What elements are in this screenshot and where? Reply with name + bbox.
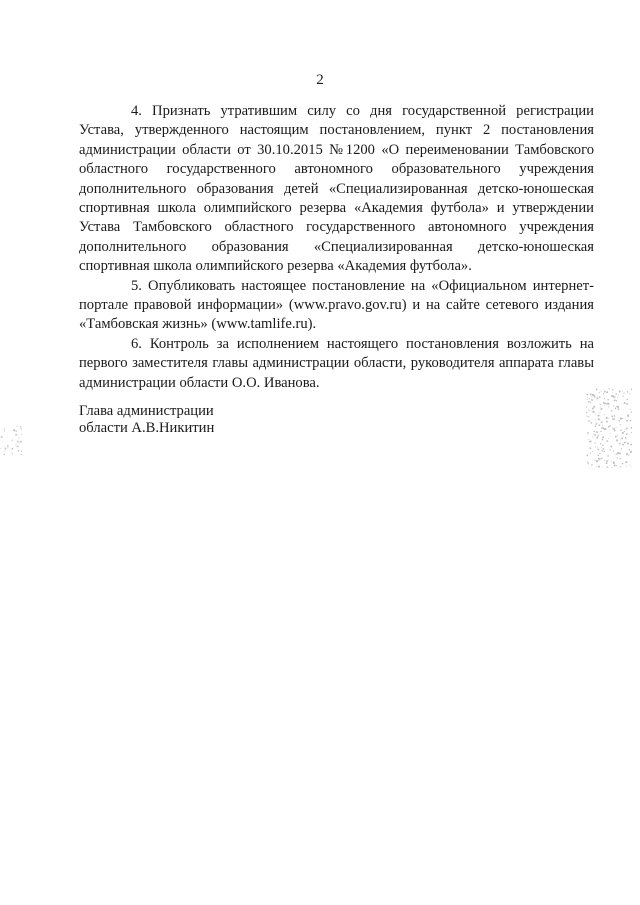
- stamp-noise-right: [586, 388, 632, 468]
- signature-title: Глава администрации: [79, 403, 214, 419]
- paragraph-4-repeal-clause: 4. Признать утратившим силу со дня государственной регистрации Устава, утвержденного настоящим постановлением, пункт 2 постановления администрации области от 30.10.2015 №1200 «О переименовании Тамбовского областного государственного автономного образовательного учреждения дополнительного образования детей «Специализированная детско-юношеская спортивная школа олимпийского резерва «Академия футбола» и утверждении Устава Тамбовского областного государственного автономного учреждения дополнительного образования «Специализированная детско-юношеская спортивная школа олимпийского резерва «Академия футбола».: [79, 103, 594, 275]
- page-number: 2: [316, 72, 324, 88]
- document-body: [79, 102, 594, 393]
- paragraph-6-control-clause: 6. Контроль за исполнением настоящего постановления возложить на первого заместителя главы администрации области, руководителя аппарата главы администрации области О.О. Иванова.: [79, 335, 594, 391]
- signature-block: [79, 403, 214, 437]
- signature-name: области А.В.Никитин: [79, 420, 215, 436]
- paragraph-5-publication-clause: 5. Опубликовать настоящее постановление на «Официальном интернет-портале правовой информации» (www.pravo.gov.ru) и на сайте сетевого издания «Тамбовская жизнь» (www.tamlife.ru).: [79, 277, 594, 333]
- stamp-noise-left: [0, 425, 22, 455]
